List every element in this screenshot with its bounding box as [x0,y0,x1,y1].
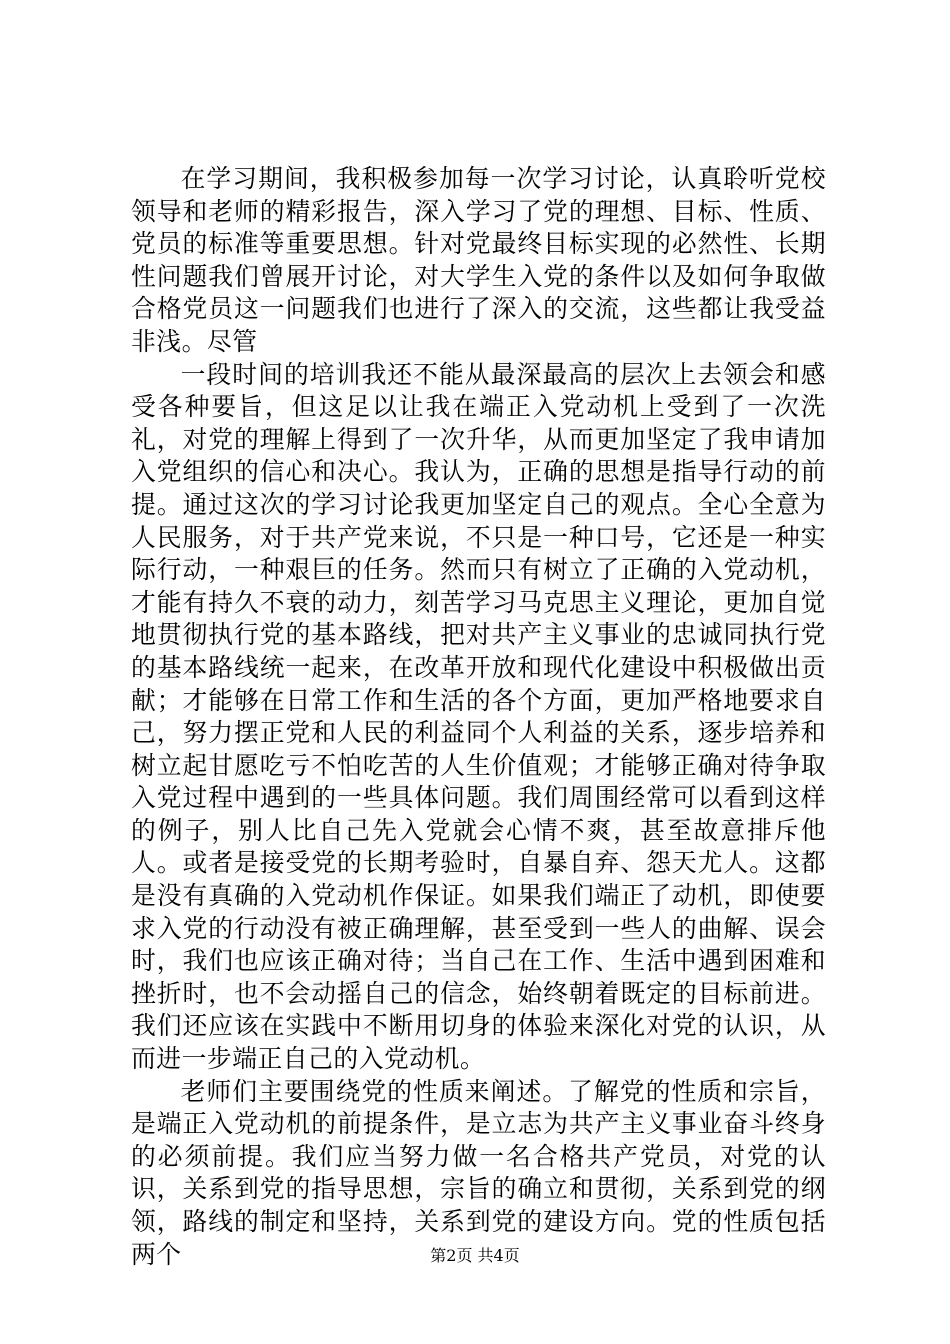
paragraph-2: 一段时间的培训我还不能从最深最高的层次上去领会和感受各种要旨，但这足以让我在端正入党动机上受到了一次洗礼，对党的理解上得到了一次升华，从而更加坚定了我申请加入党组织的信心和决心。我认为，正确的思想是指导行动的前提。通过这次的学习讨论我更加坚定自己的观点。全心全意为人民服务，对于共产党来说，不只是一种口号，它还是一种实际行动，一种艰巨的任务。然而只有树立了正确的入党动机，才能有持久不衰的动力，刻苦学习马克思主义理论，更加自觉地贯彻执行党的基本路线，把对共产主义事业的忠诚同执行党的基本路线统一起来，在改革开放和现代化建设中积极做出贡献；才能够在日常工作和生活的各个方面，更加严格地要求自己，努力摆正党和人民的利益同个人利益的关系，逐步培养和树立起甘愿吃亏不怕吃苦的人生价值观；才能够正确对待争取入党过程中遇到的一些具体问题。我们周围经常可以看到这样的例子，别人比自己先入党就会心情不爽，甚至故意排斥他人。或者是接受党的长期考验时，自暴自弃、怨天尤人。这都是没有真确的入党动机作保证。如果我们端正了动机，即使要求入党的行动没有被正确理解，甚至受到一些人的曲解、误会时，我们也应该正确对待；当自己在工作、生活中遇到困难和挫折时，也不会动摇自己的信念，始终朝着既定的目标前进。我们还应该在实践中不断用切身的体验来深化对党的认识，从而进一步端正自己的入党动机。 [131,359,826,1074]
document-body [131,163,826,1271]
paragraph-3: 老师们主要围绕党的性质来阐述。了解党的性质和宗旨，是端正入党动机的前提条件，是立志为共产主义事业奋斗终身的必须前提。我们应当努力做一名合格共产党员，对党的认识，关系到党的指导思想，宗旨的确立和贯彻，关系到党的纲领，路线的制定和坚持，关系到党的建设方向。党的性质包括两个 [131,1076,826,1269]
page-number-label: 第2页 共4页 [430,1246,520,1265]
paragraph-1: 在学习期间，我积极参加每一次学习讨论，认真聆听党校领导和老师的精彩报告，深入学习了党的理想、目标、性质、党员的标准等重要思想。针对党最终目标实现的必然性、长期性问题我们曾展开讨论，对大学生入党的条件以及如何争取做合格党员这一问题我们也进行了深入的交流，这些都让我受益非浅。尽管 [131,164,826,356]
page-footer [0,1246,950,1266]
